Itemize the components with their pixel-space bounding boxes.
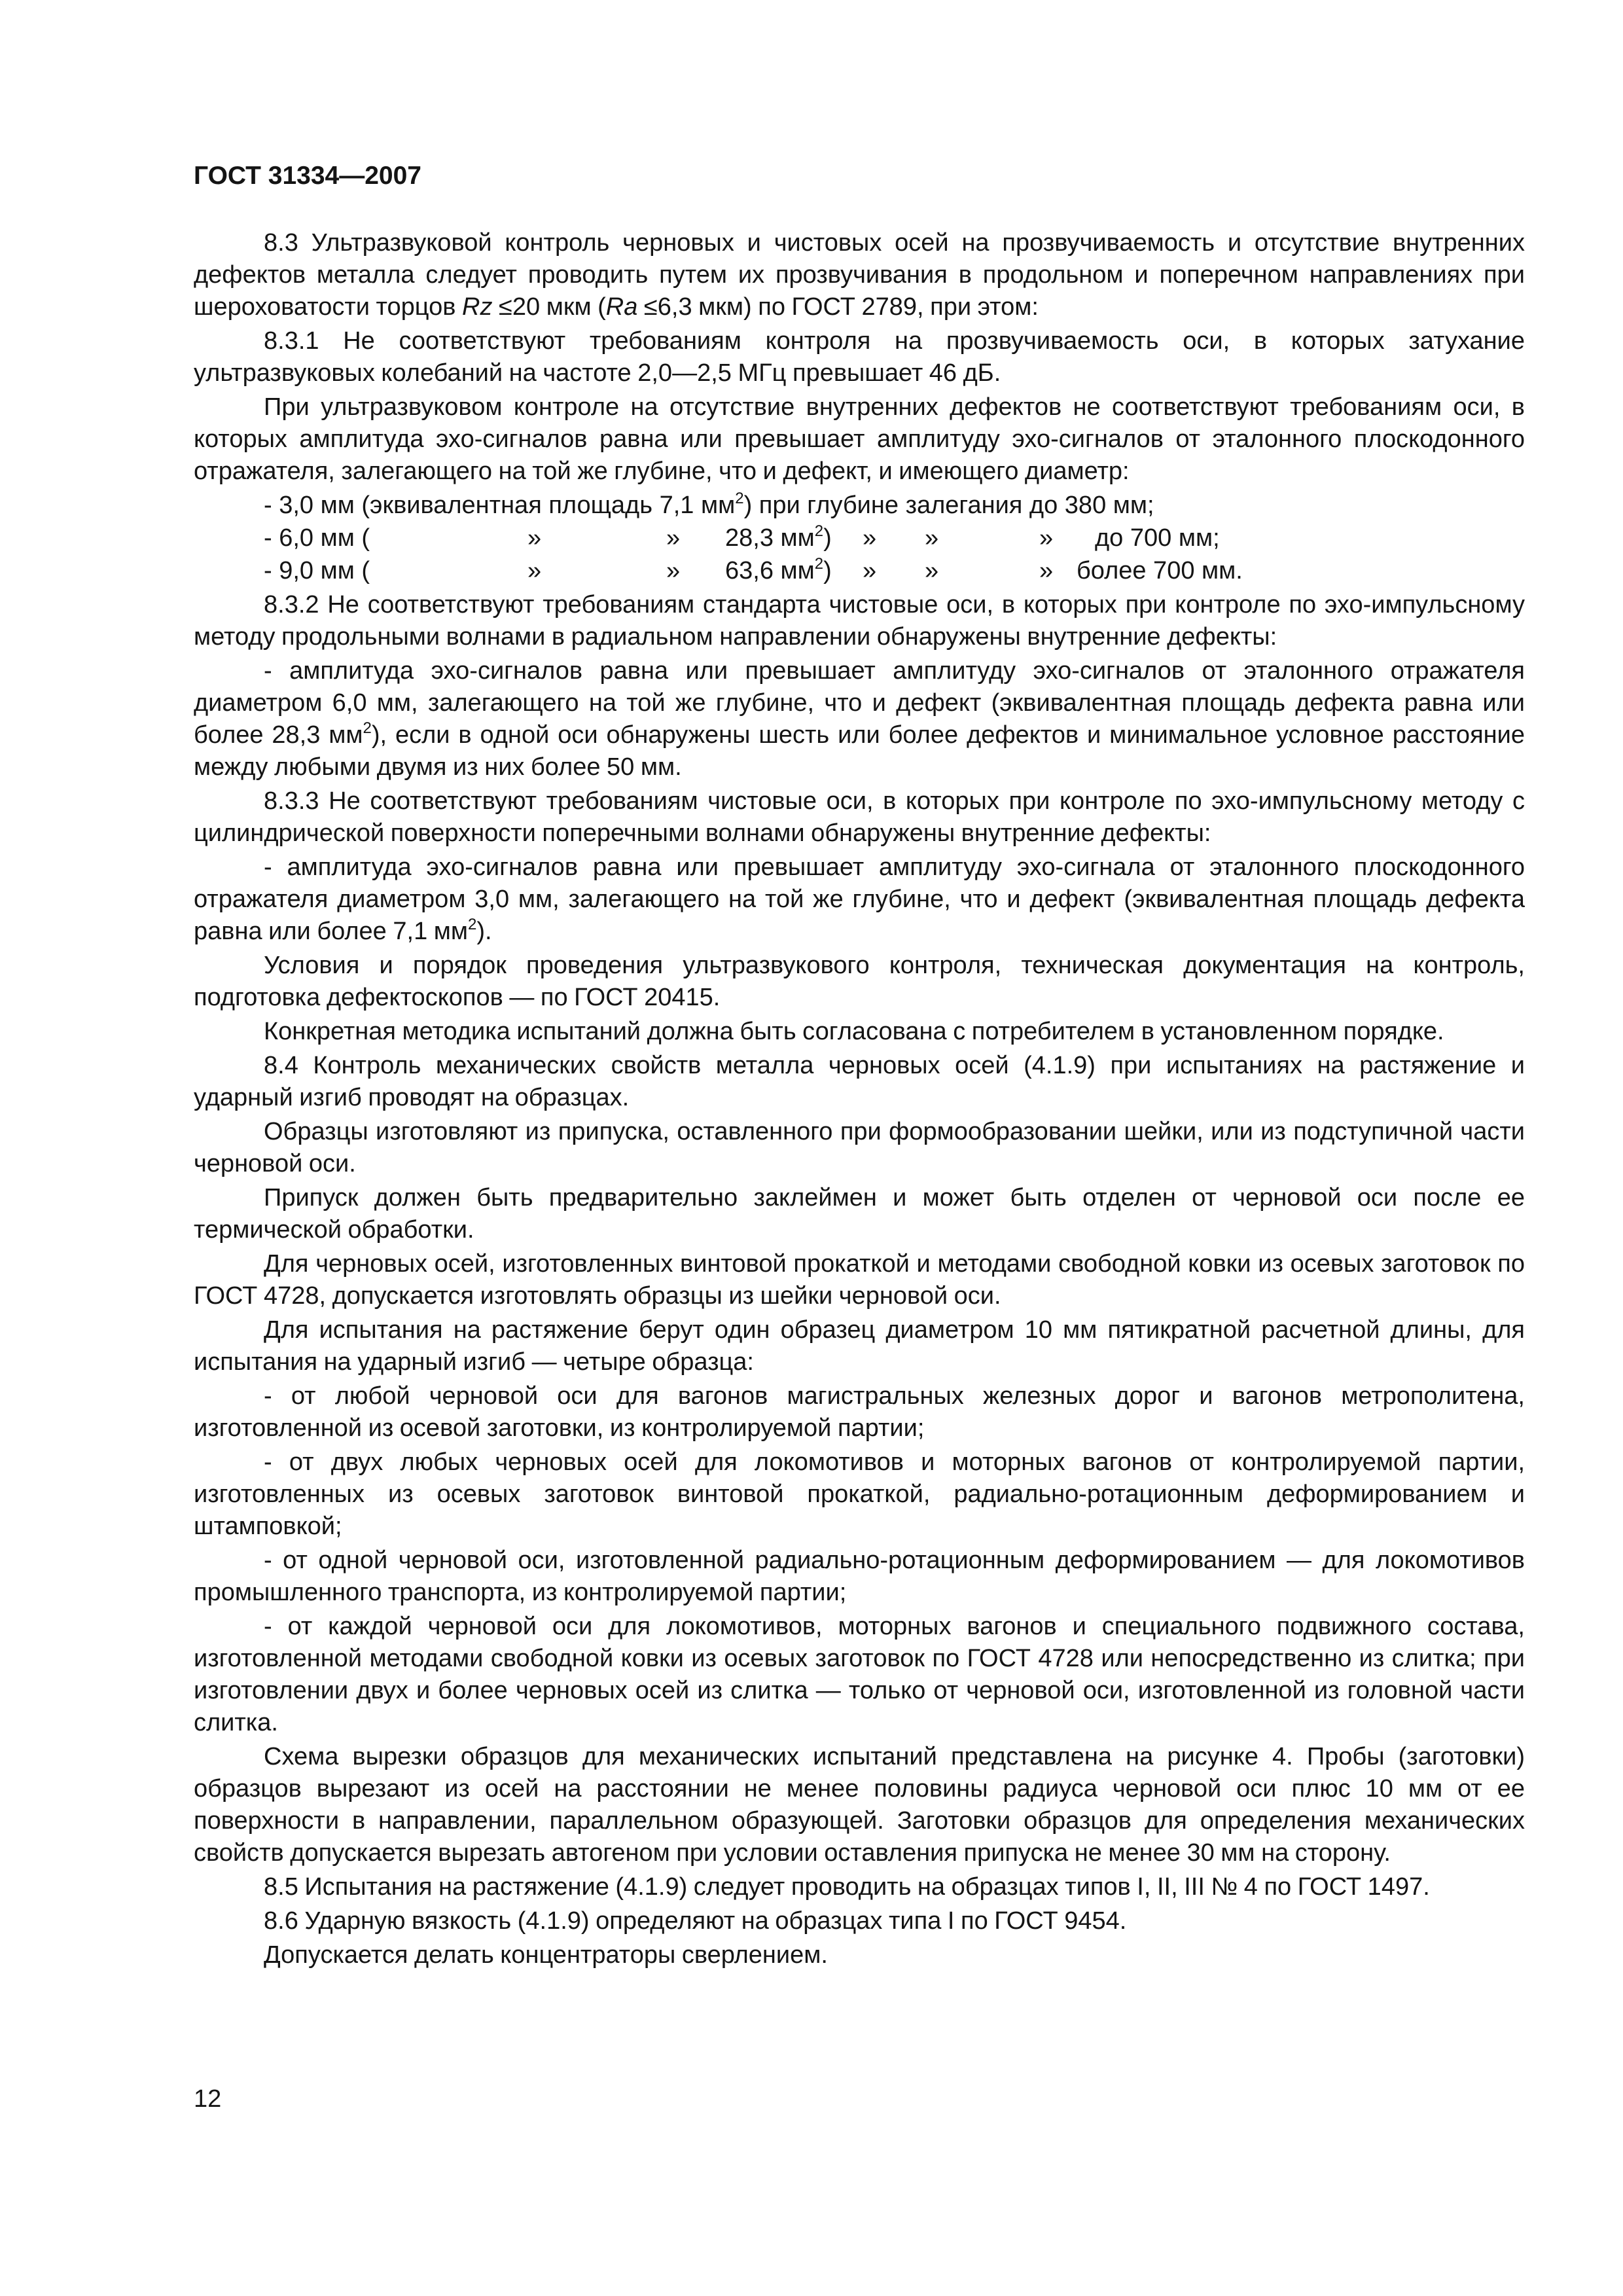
list-item-depth: до 700 мм;	[1095, 524, 1220, 552]
list-item: - амплитуда эхо-сигналов равна или превышает амплитуду эхо-сигнала от эталонного плоскодонного отражателя диаметром 3,0 мм, залегающего на той же глубине, что и дефект (эквивалентная площадь дефекта равна или более 7,1 $мм^2$).	[194, 853, 1525, 945]
paragraph-8-5: 8.5 Испытания на растяжение (4.1.9) следует проводить на образцах типов I, II, III № 4 по ГОСТ 1497.	[264, 1873, 1430, 1901]
paragraph-8-3-2: 8.3.2 Не соответствуют требованиям стандарта чистовые оси, в которых при контроле по эхо-импульсному методу продольными волнами в радиальном направлении обнаружены внутренние дефекты:	[194, 591, 1525, 651]
standard-header: ГОСТ 31334—2007	[194, 162, 421, 190]
list-item	[194, 522, 1525, 554]
ditto-mark: »	[527, 557, 542, 584]
paragraph-conditions: Условия и порядок проведения ультразвукового контроля, техническая документация на контроль, подготовка дефектоскопов — по ГОСТ 20415.	[194, 952, 1525, 1011]
list-item-depth: более 700 мм.	[1077, 557, 1243, 584]
list-item: - от каждой черновой оси для локомотивов, моторных вагонов и специального подвижного состава, изготовленной методами свободной ковки из осевых заготовок по ГОСТ 4728 или непосредственно из слитка; при изготовлении двух и более черновых осей из слитка — только от черновой оси, изготовленной из головной части слитка.	[194, 1613, 1525, 1736]
list-item-area: 28,3 $мм^2$)	[725, 522, 832, 552]
list-item-text: - 3,0 мм (эквивалентная площадь 7,1 $мм^2$) при глубине залегания до 380 мм;	[264, 490, 1154, 519]
list-item: - от любой черновой оси для вагонов магистральных железных дорог и вагонов метрополитена, изготовленной из осевой заготовки, из контролируемой партии;	[194, 1382, 1525, 1442]
roughness-rz-symbol: Rz	[462, 293, 493, 321]
list-item-size: - 6,0 мм (	[264, 524, 370, 552]
paragraph-samples: Образцы изготовляют из припуска, оставленного при формообразовании шейки, или из подступичной части черновой оси.	[194, 1118, 1525, 1177]
paragraph-8-3-3: 8.3.3 Не соответствуют требованиям чистовые оси, в которых при контроле по эхо-импульсному методу с цилиндрической поверхности поперечными волнами обнаружены внутренние дефекты:	[194, 787, 1525, 847]
paragraph-method: Конкретная методика испытаний должна быть согласована с потребителем в установленном порядке.	[264, 1018, 1444, 1045]
list-item: - от двух любых черновых осей для локомотивов и моторных вагонов от контролируемой партии, изготовленных из осевых заготовок винтовой прокаткой, радиально-ротационным деформированием и штамповкой;	[194, 1448, 1525, 1540]
paragraph-8-6: 8.6 Ударную вязкость (4.1.9) определяют на образцах типа I по ГОСТ 9454.	[264, 1907, 1127, 1935]
paragraph-8-4: 8.4 Контроль механических свойств металла черновых осей (4.1.9) при испытаниях на растяжение и ударный изгиб проводят на образцах.	[194, 1052, 1525, 1111]
list-item	[194, 555, 1525, 587]
paragraph-concentrators: Допускается делать концентраторы сверлением.	[264, 1941, 828, 1969]
ditto-mark: »	[666, 524, 681, 552]
body-text	[194, 227, 1525, 1973]
paragraph-allowance: Припуск должен быть предварительно заклеймен и может быть отделен от черновой оси после ее термической обработки.	[194, 1184, 1525, 1244]
page-number: 12	[194, 2085, 222, 2113]
paragraph-tensile-test: Для испытания на растяжение берут один образец диаметром 10 мм пятикратной расчетной длины, для испытания на ударный изгиб — четыре образца:	[194, 1316, 1525, 1376]
ditto-mark: »	[666, 557, 681, 584]
list-item: - от одной черновой оси, изготовленной радиально-ротационным деформированием — для локомотивов промышленного транспорта, из контролируемой партии;	[194, 1547, 1525, 1606]
ditto-mark: »	[925, 557, 939, 584]
roughness-ra-symbol: Ra	[605, 293, 638, 321]
paragraph-rough-axles: Для черновых осей, изготовленных винтовой прокаткой и методами свободной ковки из осевых заготовок по ГОСТ 4728, допускается изготовлять образцы из шейки черновой оси.	[194, 1250, 1525, 1310]
paragraph-cutting-scheme: Схема вырезки образцов для механических испытаний представлена на рисунке 4. Пробы (заготовки) образцов вырезают из осей на расстоянии не менее половины радиуса черновой оси плюс 10 мм от ее поверхности в направлении, параллельном образующей. Заготовки образцов для определения механических свойств допускается вырезать автогеном при условии оставления припуска не менее 30 мм на сторону.	[194, 1743, 1525, 1867]
paragraph-text: ≤6,3 мкм) по ГОСТ 2789, при этом:	[637, 293, 1039, 321]
paragraph-text: ≤20 мкм (	[492, 293, 606, 321]
ditto-mark: »	[863, 524, 877, 552]
ditto-mark: »	[1039, 557, 1054, 584]
paragraph-text: 8.3 Ультразвуковой контроль черновых и чистовых осей на прозвучиваемость и отсутствие внутренних дефектов металла следует проводить путем их прозвучивания в продольном и поперечном направлениях при шероховатости торцов	[194, 229, 1525, 321]
ditto-mark: »	[1039, 524, 1054, 552]
list-item-area: 63,6 $мм^2$)	[725, 555, 832, 584]
paragraph-defects-intro: При ультразвуковом контроле на отсутствие внутренних дефектов не соответствуют требованиям оси, в которых амплитуда эхо-сигналов равна или превышает амплитуду эхо-сигналов от эталонного плоскодонного отражателя, залегающего на той же глубине, что и дефект, и имеющего диаметр:	[194, 393, 1525, 485]
ditto-mark: »	[925, 524, 939, 552]
list-item-size: - 9,0 мм (	[264, 557, 370, 584]
ditto-mark: »	[863, 557, 877, 584]
list-item	[194, 490, 1525, 522]
ditto-mark: »	[527, 524, 542, 552]
paragraph-8-3	[194, 227, 1525, 323]
paragraph-8-3-1: 8.3.1 Не соответствуют требованиям контроля на прозвучиваемость оси, в которых затухание ультразвуковых колебаний на частоте 2,0—2,5 МГц превышает 46 дБ.	[194, 327, 1525, 387]
list-item: - амплитуда эхо-сигналов равна или превышает амплитуду эхо-сигналов от эталонного отражателя диаметром 6,0 мм, залегающего на той же глубине, что и дефект (эквивалентная площадь дефекта равна или более 28,3 $мм^2$), если в одной оси обнаружены шесть или более дефектов и минимальное условное расстояние между любыми двумя из них более 50 мм.	[194, 657, 1525, 781]
